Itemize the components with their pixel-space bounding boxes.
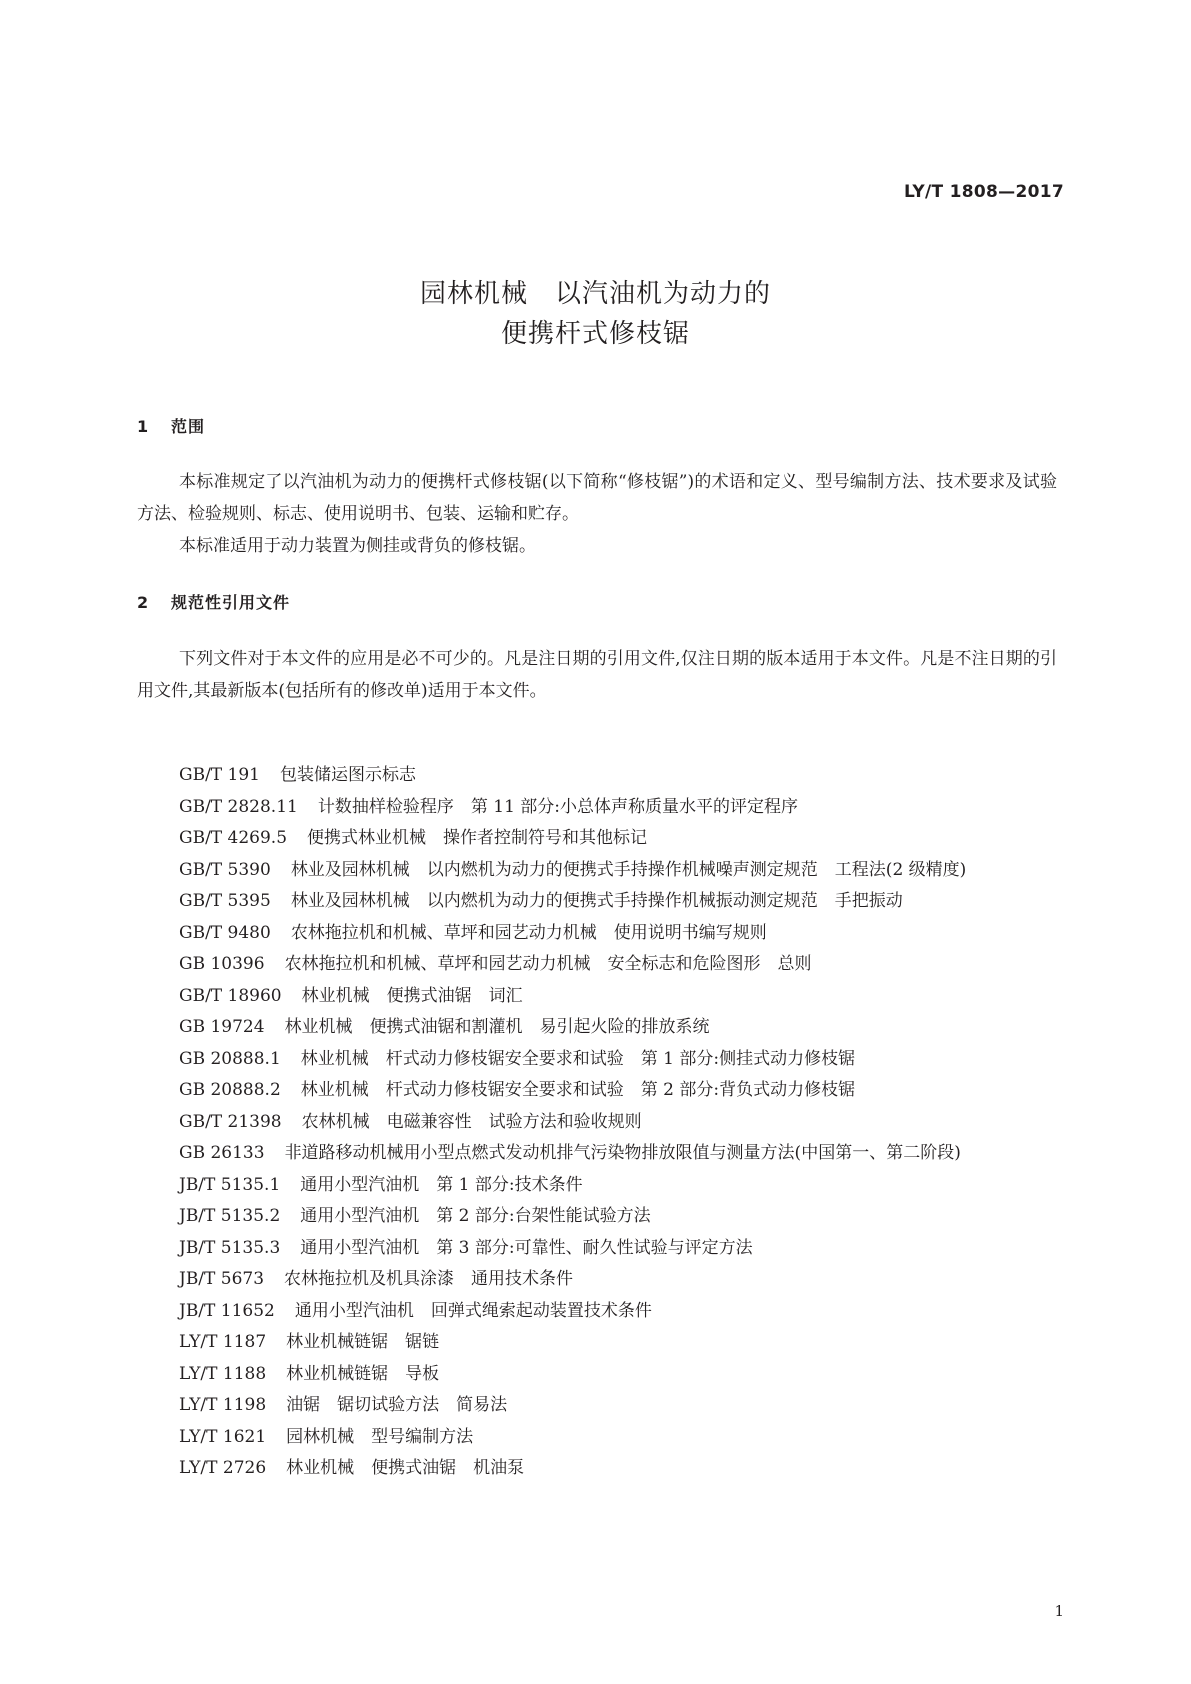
reference-title: 通用小型汽油机 第 2 部分:台架性能试验方法 xyxy=(300,1206,651,1226)
reference-code: GB/T 2828.11 xyxy=(179,796,298,817)
reference-title: 农林拖拉机及机具涂漆 通用技术条件 xyxy=(284,1269,574,1289)
scope-paragraph: 本标准规定了以汽油机为动力的便携杆式修枝锯(以下简称“修枝锯”)的术语和定义、型号编制方法、技术要求及试验方法、检验规则、标志、使用说明书、包装、运输和贮存。 xyxy=(137,472,1057,524)
document-title-line-2: 便携杆式修枝锯 xyxy=(500,319,690,349)
reference-title: 林业机械链锯 导板 xyxy=(286,1363,440,1384)
reference-item xyxy=(137,792,1057,824)
reference-code: JB/T 5135.2 xyxy=(179,1206,281,1226)
reference-title: 包装储运图示标志 xyxy=(280,765,416,785)
reference-item xyxy=(137,1453,1057,1485)
section-2-number: 2 xyxy=(137,593,150,612)
reference-item xyxy=(137,1107,1057,1139)
reference-item xyxy=(137,1327,1057,1359)
reference-item xyxy=(137,1296,1057,1328)
reference-code: LY/T 1187 xyxy=(179,1332,267,1352)
reference-item xyxy=(137,1264,1057,1296)
reference-item xyxy=(137,1170,1057,1202)
reference-item xyxy=(137,1012,1057,1044)
reference-title: 计数抽样检验程序 第 11 部分:小总体声称质量水平的评定程序 xyxy=(317,796,799,817)
reference-code: GB/T 9480 xyxy=(179,922,271,943)
reference-item xyxy=(137,760,1057,792)
reference-code: LY/T 1198 xyxy=(179,1395,267,1415)
reference-title: 林业及园林机械 以内燃机为动力的便携式手持操作机械噪声测定规范 工程法(2 级精度) xyxy=(290,859,967,880)
document-title-line-1: 园林机械 以汽油机为动力的 xyxy=(419,279,771,309)
reference-code: GB/T 5390 xyxy=(179,859,271,880)
reference-title: 林业机械 便携式油锯 机油泵 xyxy=(286,1458,525,1478)
reference-item xyxy=(137,918,1057,950)
reference-title: 林业机械链锯 锯链 xyxy=(286,1332,440,1352)
section-1-number: 1 xyxy=(137,417,150,436)
reference-code: GB/T 191 xyxy=(179,765,260,785)
normative-references-list xyxy=(137,760,1057,1485)
reference-code: GB 26133 xyxy=(179,1143,265,1163)
section-2-title: 规范性引用文件 xyxy=(171,593,291,612)
reference-title: 林业机械 便携式油锯 词汇 xyxy=(301,985,523,1006)
section-1-title: 范围 xyxy=(171,417,206,436)
reference-title: 非道路移动机械用小型点燃式发动机排气污染物排放限值与测量方法(中国第一、第二阶段) xyxy=(284,1143,961,1163)
reference-code: GB 20888.1 xyxy=(179,1048,281,1069)
reference-item xyxy=(137,981,1057,1013)
reference-title: 林业及园林机械 以内燃机为动力的便携式手持操作机械振动测定规范 手把振动 xyxy=(290,891,903,911)
reference-item xyxy=(137,886,1057,918)
reference-item xyxy=(137,855,1057,887)
reference-item xyxy=(137,823,1057,855)
reference-code: LY/T 1621 xyxy=(179,1426,267,1447)
reference-item xyxy=(137,1044,1057,1076)
section-1-heading xyxy=(137,414,205,437)
reference-title: 农林拖拉机和机械、草坪和园艺动力机械 安全标志和危险图形 总则 xyxy=(284,954,812,974)
reference-title: 林业机械 便携式油锯和割灌机 易引起火险的排放系统 xyxy=(284,1017,710,1037)
reference-code: JB/T 5673 xyxy=(179,1269,265,1289)
reference-title: 园林机械 型号编制方法 xyxy=(286,1426,474,1447)
reference-item xyxy=(137,1233,1057,1265)
reference-code: GB 20888.2 xyxy=(179,1080,281,1100)
reference-code: GB 19724 xyxy=(179,1017,265,1037)
standard-code: LY/T 1808—2017 xyxy=(903,182,1064,202)
reference-item xyxy=(137,1422,1057,1454)
reference-code: GB/T 4269.5 xyxy=(179,828,288,848)
reference-code: GB 10396 xyxy=(179,954,265,974)
reference-item xyxy=(137,1359,1057,1391)
reference-title: 通用小型汽油机 第 3 部分:可靠性、耐久性试验与评定方法 xyxy=(300,1237,753,1258)
reference-code: GB/T 18960 xyxy=(179,985,282,1006)
scope-applicability-paragraph: 本标准适用于动力装置为侧挂或背负的修枝锯。 xyxy=(179,536,536,556)
section-2-intro xyxy=(137,643,1057,707)
reference-code: JB/T 11652 xyxy=(179,1300,275,1321)
reference-title: 农林机械 电磁兼容性 试验方法和验收规则 xyxy=(301,1111,642,1132)
reference-item xyxy=(137,1138,1057,1170)
reference-code: LY/T 1188 xyxy=(179,1363,267,1384)
section-1-body xyxy=(137,466,1057,562)
references-intro-paragraph: 下列文件对于本文件的应用是必不可少的。凡是注日期的引用文件,仅注日期的版本适用于本文件。凡是不注日期的引用文件,其最新版本(包括所有的修改单)适用于本文件。 xyxy=(137,649,1057,701)
reference-title: 林业机械 杆式动力修枝锯安全要求和试验 第 1 部分:侧挂式动力修枝锯 xyxy=(300,1048,856,1069)
reference-title: 油锯 锯切试验方法 简易法 xyxy=(286,1395,508,1415)
reference-code: LY/T 2726 xyxy=(179,1458,267,1478)
section-2-heading xyxy=(137,590,290,613)
reference-title: 通用小型汽油机 第 1 部分:技术条件 xyxy=(300,1174,583,1195)
reference-code: JB/T 5135.1 xyxy=(179,1174,281,1195)
reference-code: JB/T 5135.3 xyxy=(179,1237,281,1258)
page-number: 1 xyxy=(1054,1602,1064,1620)
reference-item xyxy=(137,949,1057,981)
reference-title: 农林拖拉机和机械、草坪和园艺动力机械 使用说明书编写规则 xyxy=(290,922,767,943)
reference-code: GB/T 21398 xyxy=(179,1111,282,1132)
reference-item xyxy=(137,1201,1057,1233)
reference-code: GB/T 5395 xyxy=(179,891,271,911)
reference-item xyxy=(137,1075,1057,1107)
reference-title: 林业机械 杆式动力修枝锯安全要求和试验 第 2 部分:背负式动力修枝锯 xyxy=(300,1080,856,1100)
reference-title: 便携式林业机械 操作者控制符号和其他标记 xyxy=(307,828,648,848)
reference-item xyxy=(137,1390,1057,1422)
reference-title: 通用小型汽油机 回弹式绳索起动装置技术条件 xyxy=(294,1300,652,1321)
